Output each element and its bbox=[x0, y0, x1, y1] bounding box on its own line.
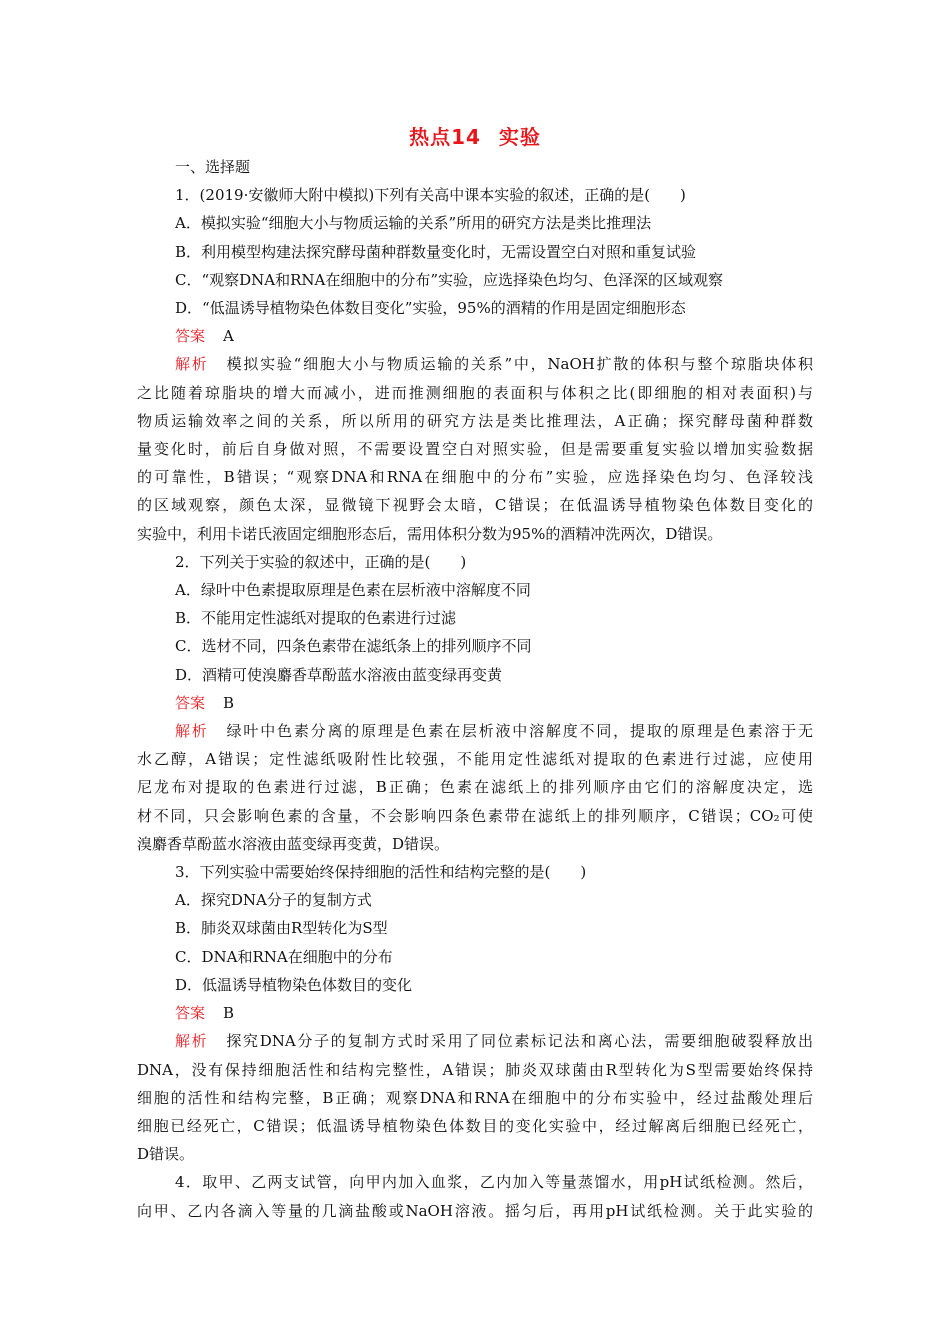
question-3-stem: 3．下列实验中需要始终保持细胞的活性和结构完整的是( ) bbox=[175, 863, 587, 882]
answer-value: B bbox=[223, 693, 235, 712]
question-3-option-b: B．肺炎双球菌由R型转化为S型 bbox=[175, 919, 388, 938]
answer-value: A bbox=[223, 327, 234, 346]
question-2-analysis-line: 材不同，只会影响色素的含量，不会影响四条色素带在滤纸上的排列顺序，C错误；CO₂可使 bbox=[137, 806, 813, 825]
page-title bbox=[0, 121, 950, 150]
question-2-option-a: A．绿叶中色素提取原理是色素在层析液中溶解度不同 bbox=[175, 581, 531, 600]
question-1-analysis-line: 实验中，利用卡诺氏液固定细胞形态后，需用体积分数为95%的酒精冲洗两次，D错误。 bbox=[137, 524, 723, 543]
question-1-analysis-line: 解析 模拟实验“细胞大小与物质运输的关系”中，NaOH扩散的体积与整个琼脂块体积 bbox=[175, 355, 813, 374]
question-3-option-d: D．低温诱导植物染色体数目的变化 bbox=[175, 975, 413, 994]
document-body bbox=[137, 153, 813, 1225]
analysis-label: 解析 bbox=[175, 722, 209, 741]
answer-label: 答案 bbox=[175, 1004, 206, 1023]
question-2-analysis-line: 解析 绿叶中色素分离的原理是色素在层析液中溶解度不同，提取的原理是色素溶于无 bbox=[175, 722, 813, 741]
question-1-analysis-line: 的区域观察，颜色太深，显微镜下视野会太暗，C错误；在低温诱导植物染色体数目变化的 bbox=[137, 496, 813, 515]
answer-label: 答案 bbox=[175, 327, 206, 346]
question-3-option-c: C．DNA和RNA在细胞中的分布 bbox=[175, 947, 393, 966]
question-3-analysis-line: 解析 探究DNA分子的复制方式时采用了同位素标记法和离心法，需要细胞破裂释放出 bbox=[175, 1032, 813, 1051]
question-1-analysis-line: 之比随着琼脂块的增大而减小，进而推测细胞的表面积与体积之比(即细胞的相对表面积)与 bbox=[137, 383, 813, 402]
question-2-option-c: C．选材不同，四条色素带在滤纸条上的排列顺序不同 bbox=[175, 637, 532, 656]
question-3-analysis-line: 细胞的活性和结构完整，B正确；观察DNA和RNA在细胞中的分布实验中，经过盐酸处理后 bbox=[137, 1088, 813, 1107]
analysis-label: 解析 bbox=[175, 1032, 209, 1051]
question-3-analysis-line: D错误。 bbox=[137, 1145, 195, 1164]
question-2-analysis-line: 水乙醇，A错误；定性滤纸吸附性比较强，不能用定性滤纸对提取的色素进行过滤，应使用 bbox=[137, 750, 813, 769]
section-heading: 一、选择题 bbox=[175, 158, 251, 176]
question-1-option-b: B．利用模型构建法探究酵母菌种群数量变化时，无需设置空白对照和重复试验 bbox=[175, 242, 697, 261]
question-2-stem: 2．下列关于实验的叙述中，正确的是( ) bbox=[175, 552, 467, 571]
answer-value: B bbox=[223, 1004, 235, 1023]
question-2-option-d: D．酒精可使溴麝香草酚蓝水溶液由蓝变绿再变黄 bbox=[175, 665, 503, 684]
question-2-analysis-line: 溴麝香草酚蓝水溶液由蓝变绿再变黄，D错误。 bbox=[137, 834, 450, 853]
question-4-stem-line: 4．取甲、乙两支试管，向甲内加入血浆，乙内加入等量蒸馏水，用pH试纸检测。然后， bbox=[175, 1173, 813, 1192]
analysis-label: 解析 bbox=[175, 355, 209, 374]
question-4-stem-line: 向甲、乙内各滴入等量的几滴盐酸或NaOH溶液。摇匀后，再用pH试纸检测。关于此实验的 bbox=[137, 1201, 813, 1220]
question-1-option-d: D．“低温诱导植物染色体数目变化”实验，95%的酒精的作用是固定细胞形态 bbox=[175, 299, 686, 318]
question-1-stem: 1．(2019·安徽师大附中模拟)下列有关高中课本实验的叙述，正确的是( ) bbox=[175, 186, 686, 205]
question-3-answer bbox=[137, 999, 813, 1027]
title-number: 热点14 bbox=[409, 125, 481, 149]
question-1-analysis-line: 的可靠性，B错误；“观察DNA和RNA在细胞中的分布”实验，应选择染色均匀、色泽较浅 bbox=[137, 468, 813, 487]
question-1-option-c: C．“观察DNA和RNA在细胞中的分布”实验，应选择染色均匀、色泽深的区域观察 bbox=[175, 270, 724, 289]
question-1-analysis-line: 量变化时，前后自身做对照，不需要设置空白对照实验，但是需要重复实验以增加实验数据 bbox=[137, 440, 813, 459]
question-1-answer bbox=[137, 322, 813, 350]
question-3-option-a: A．探究DNA分子的复制方式 bbox=[175, 891, 372, 910]
question-1-option-a: A．模拟实验“细胞大小与物质运输的关系”所用的研究方法是类比推理法 bbox=[175, 214, 652, 233]
question-1-analysis-line: 物质运输效率之间的关系，所以所用的研究方法是类比推理法，A正确；探究酵母菌种群数 bbox=[137, 411, 813, 430]
question-3-analysis-line: 细胞已经死亡，C错误；低温诱导植物染色体数目的变化实验中，经过解离后细胞已经死亡， bbox=[137, 1116, 813, 1135]
title-text: 实验 bbox=[498, 125, 541, 149]
answer-label: 答案 bbox=[175, 693, 206, 712]
question-2-analysis-line: 尼龙布对提取的色素进行过滤，B正确；色素在滤纸上的排列顺序由它们的溶解度决定，选 bbox=[137, 778, 813, 797]
question-2-option-b: B．不能用定性滤纸对提取的色素进行过滤 bbox=[175, 609, 457, 628]
question-2-answer bbox=[137, 689, 813, 717]
question-3-analysis-line: DNA，没有保持细胞活性和结构完整性，A错误；肺炎双球菌由R型转化为S型需要始终保持 bbox=[137, 1060, 813, 1079]
